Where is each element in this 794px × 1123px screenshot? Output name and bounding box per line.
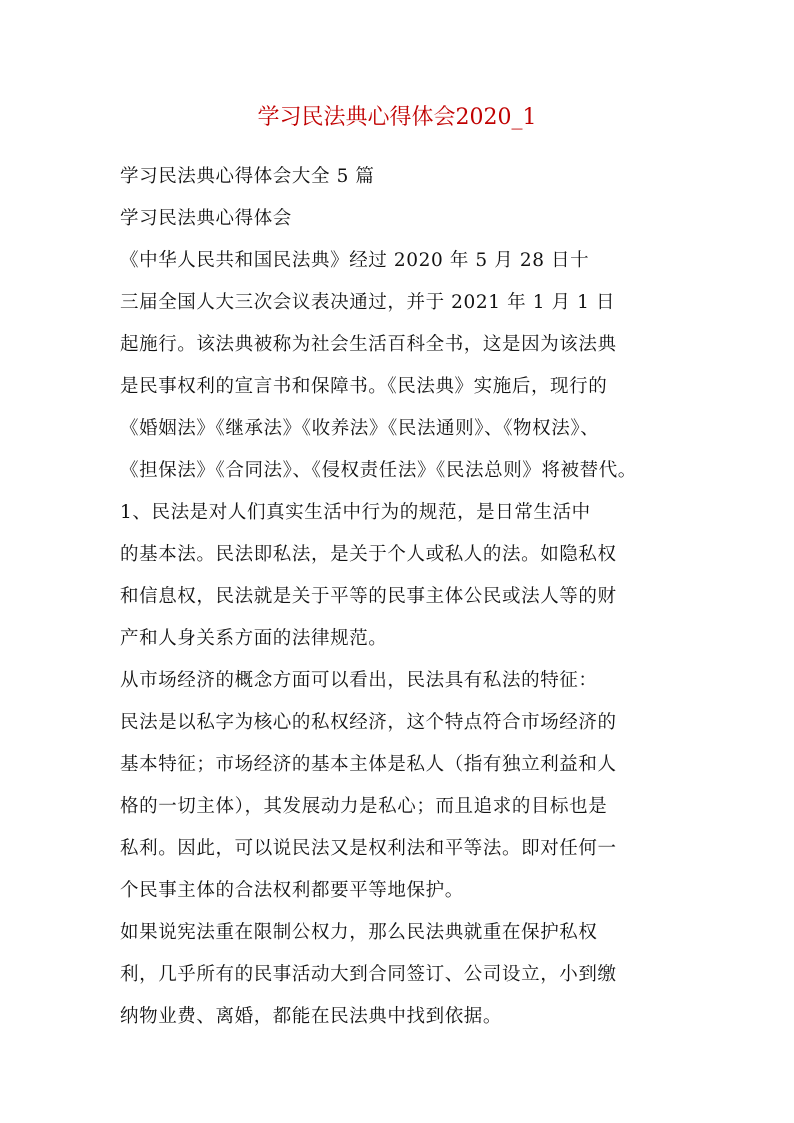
paragraph-line: 从市场经济的概念方面可以看出，民法具有私法的特征： — [120, 670, 598, 691]
paragraph-line: 纳物业费、离婚，都能在民法典中找到依据。 — [120, 1006, 503, 1027]
paragraph-line: 《担保法》《合同法》、《侵权责任法》《民法总则》将被替代。 — [120, 460, 637, 481]
paragraph-line: 利，几乎所有的民事活动大到合同签订、公司设立，小到缴 — [120, 964, 617, 985]
paragraph-line: 起施行。该法典被称为社会生活百科全书，这是因为该法典 — [120, 334, 617, 355]
paragraph-line: 个民事主体的合法权利都要平等地保护。 — [120, 880, 464, 901]
paragraph-line: 格的一切主体），其发展动力是私心；而且追求的目标也是 — [120, 796, 608, 817]
paragraph-line: 是民事权利的宣言书和保障书。《民法典》实施后，现行的 — [120, 376, 608, 397]
paragraph-line: 的基本法。民法即私法，是关于个人或私人的法。如隐私权 — [120, 544, 617, 565]
paragraph-line: 基本特征；市场经济的基本主体是私人（指有独立利益和人 — [120, 754, 617, 775]
paragraph-line: 民法是以私字为核心的私权经济，这个特点符合市场经济的 — [120, 712, 617, 733]
paragraph-line: 三届全国人大三次会议表决通过，并于 2021 年 1 月 1 日 — [120, 292, 616, 313]
section-heading-line: 学习民法典心得体会 — [120, 208, 292, 229]
paragraph-line: 产和人身关系方面的法律规范。 — [120, 628, 388, 649]
paragraph-line: 如果说宪法重在限制公权力，那么民法典就重在保护私权 — [120, 922, 598, 943]
document-title: 学习民法典心得体会2020_1 — [257, 105, 537, 130]
paragraph-line: 《婚姻法》《继承法》《收养法》《民法通则》、《物权法》、 — [120, 418, 600, 439]
subtitle-line: 学习民法典心得体会大全 5 篇 — [120, 166, 375, 187]
paragraph-line: 1、民法是对人们真实生活中行为的规范，是日常生活中 — [120, 502, 591, 523]
paragraph-line: 私利。因此，可以说民法又是权利法和平等法。即对任何一 — [120, 838, 617, 859]
paragraph-line: 《中华人民共和国民法典》经过 2020 年 5 月 28 日十 — [120, 250, 590, 271]
paragraph-line: 和信息权，民法就是关于平等的民事主体公民或法人等的财 — [120, 586, 617, 607]
